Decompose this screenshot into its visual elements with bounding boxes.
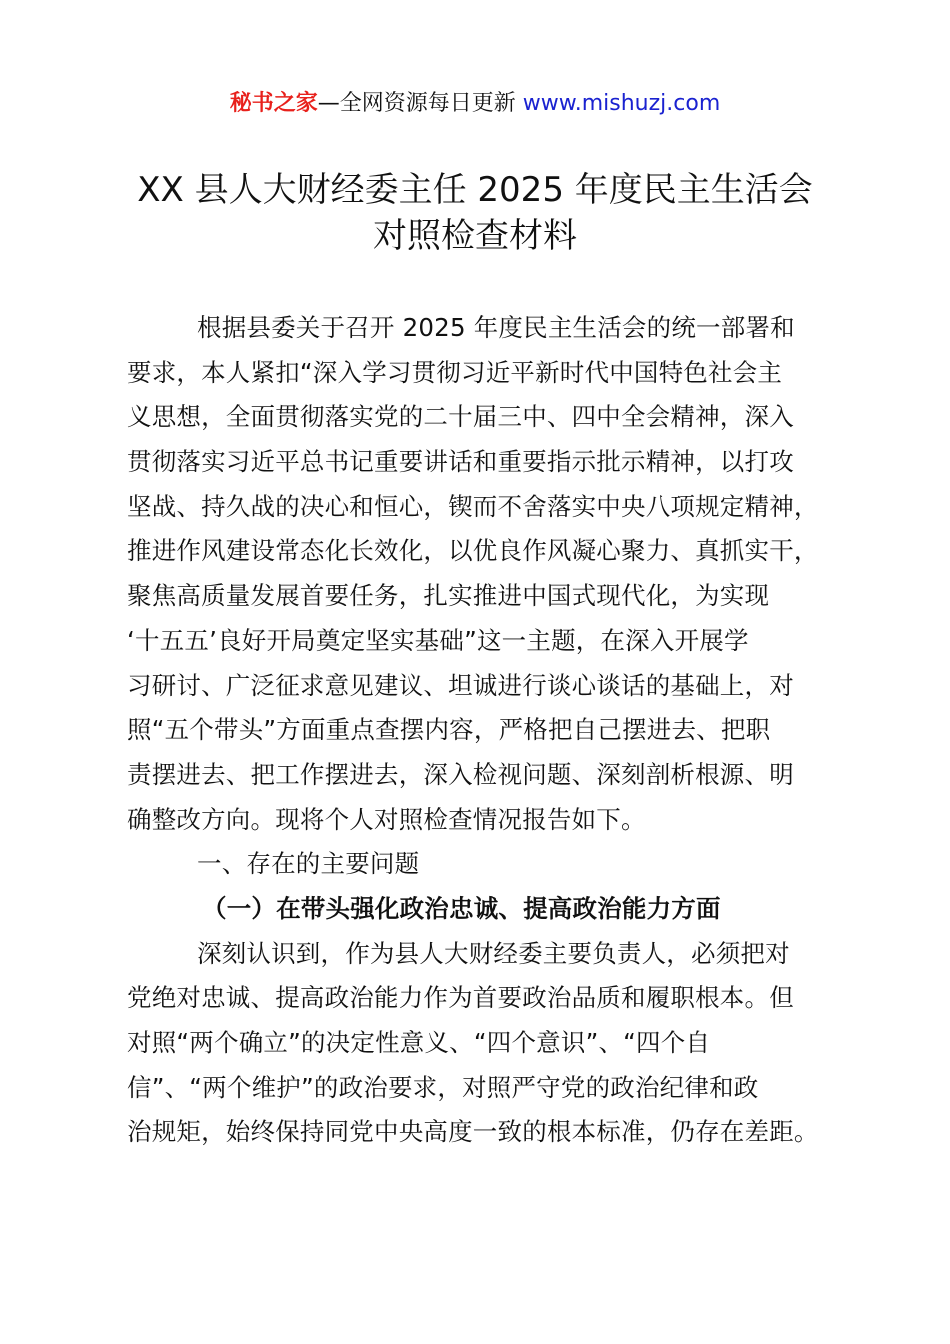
- paragraph-line: 要求，本人紧扣“深入学习贯彻习近平新时代中国特色社会主: [127, 357, 783, 387]
- paragraph-line: 贯彻落实习近平总书记重要讲话和重要指示批示精神，以打攻: [127, 447, 794, 477]
- paragraph-line: 确整改方向。现将个人对照检查情况报告如下。: [127, 804, 646, 834]
- paragraph-line: 责摆进去、把工作摆进去，深入检视问题、深刻剖析根源、明: [127, 759, 794, 789]
- section-heading: 一、存在的主要问题: [197, 849, 420, 879]
- banner-tagline: —全网资源每日更新: [317, 91, 523, 116]
- brand-name: 秘书之家: [229, 91, 318, 116]
- paragraph-line: 党绝对忠诚、提高政治能力作为首要政治品质和履职根本。但: [127, 983, 794, 1013]
- paragraph-line: 治规矩，始终保持同党中央高度一致的根本标准，仍存在差距。: [127, 1117, 819, 1147]
- paragraph-line: 信”、“两个维护”的政治要求，对照严守党的政治纪律和政: [127, 1072, 759, 1102]
- paragraph-line: 对照“两个确立”的决定性意义、“四个意识”、“四个自: [127, 1028, 711, 1057]
- paragraph-line: ‘十五五’良好开局奠定坚实基础”这一主题，在深入开展学: [127, 625, 749, 655]
- intro-paragraph: [127, 306, 837, 842]
- paragraph-line: 推进作风建设常态化长效化，以优良作风凝心聚力、真抓实干，: [127, 536, 819, 566]
- site-banner: [0, 88, 950, 120]
- paragraph-line: 根据县委关于召开 2025 年度民主生活会的统一部署和: [197, 313, 795, 342]
- site-url-link[interactable]: www.mishuzj.com: [522, 91, 721, 116]
- paragraph-line: 聚焦高质量发展首要任务，扎实推进中国式现代化，为实现: [127, 581, 770, 611]
- paragraph-line: 习研讨、广泛征求意见建议、坦诚进行谈心谈话的基础上，对: [127, 670, 794, 700]
- paragraph-line: 照“五个带头”方面重点查摆内容，严格把自己摆进去、把职: [127, 715, 771, 745]
- paragraph-line: 坚战、持久战的决心和恒心，锲而不舍落实中央八项规定精神，: [127, 491, 819, 521]
- paragraph-line: 义思想，全面贯彻落实党的二十届三中、四中全会精神，深入: [127, 402, 794, 432]
- subsection-heading: （一）在带头强化政治忠诚、提高政治能力方面: [202, 893, 721, 923]
- document-title-line-2: 对照检查材料: [373, 216, 577, 256]
- document-title-line-1: XX 县人大财经委主任 2025 年度民主生活会: [137, 170, 813, 210]
- document-body: [127, 306, 837, 1155]
- paragraph-line: 深刻认识到，作为县人大财经委主要负责人，必须把对: [197, 938, 790, 968]
- subsection-paragraph: [127, 932, 837, 1155]
